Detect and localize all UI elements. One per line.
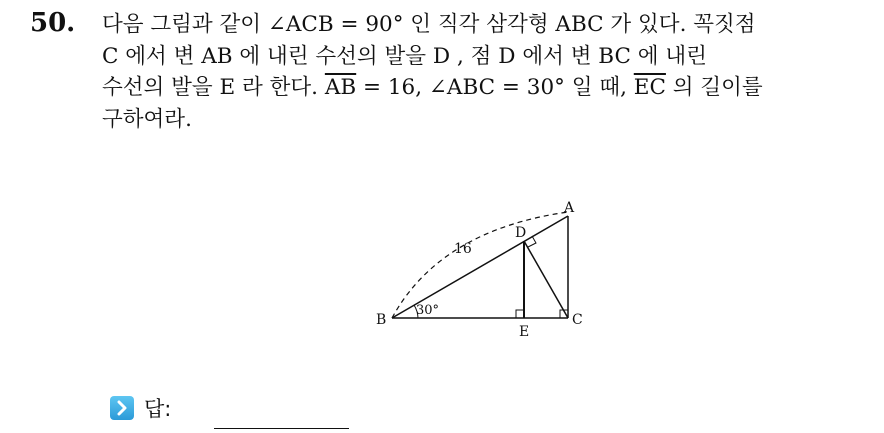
problem-statement: [102, 9, 872, 135]
label-d: D: [515, 225, 527, 241]
segment-ab: $\overline{AB}$: [324, 75, 357, 100]
triangle-figure: [370, 190, 600, 340]
segment-ec: $\overline{EC}$: [633, 75, 666, 100]
problem-number: 50.: [30, 8, 76, 38]
problem-line-1: 다음 그림과 같이 ∠ACB = 90° 인 직각 삼각형 ABC 가 있다. 꼭짓점: [102, 12, 756, 37]
problem-line-3-part-2: = 16, ∠ABC = 30° 일 때,: [356, 75, 634, 100]
problem-line-4: 구하여라.: [102, 106, 192, 132]
answer-label: 답:: [144, 397, 172, 421]
label-c: C: [572, 312, 583, 328]
right-angle-mark-e: [516, 310, 524, 318]
problem-line-3-part-3: 의 길이를: [665, 75, 763, 100]
problem-line-3-part-1: 수선의 발을 E 라 한다.: [102, 75, 325, 100]
label-a: A: [564, 200, 575, 216]
length-label: 16: [454, 241, 472, 257]
label-b: B: [376, 312, 387, 328]
angle-label: 30°: [416, 303, 440, 318]
problem-line-2: C 에서 변 AB 에 내린 수선의 발을 D , 점 D 에서 변 BC 에 내린: [102, 43, 707, 69]
answer-row: [110, 393, 171, 423]
chevron-right-icon: [110, 396, 134, 420]
segment-cd: [524, 241, 568, 318]
problem-line-3: [102, 72, 872, 104]
answer-blank[interactable]: [214, 428, 349, 429]
label-e: E: [519, 324, 530, 340]
